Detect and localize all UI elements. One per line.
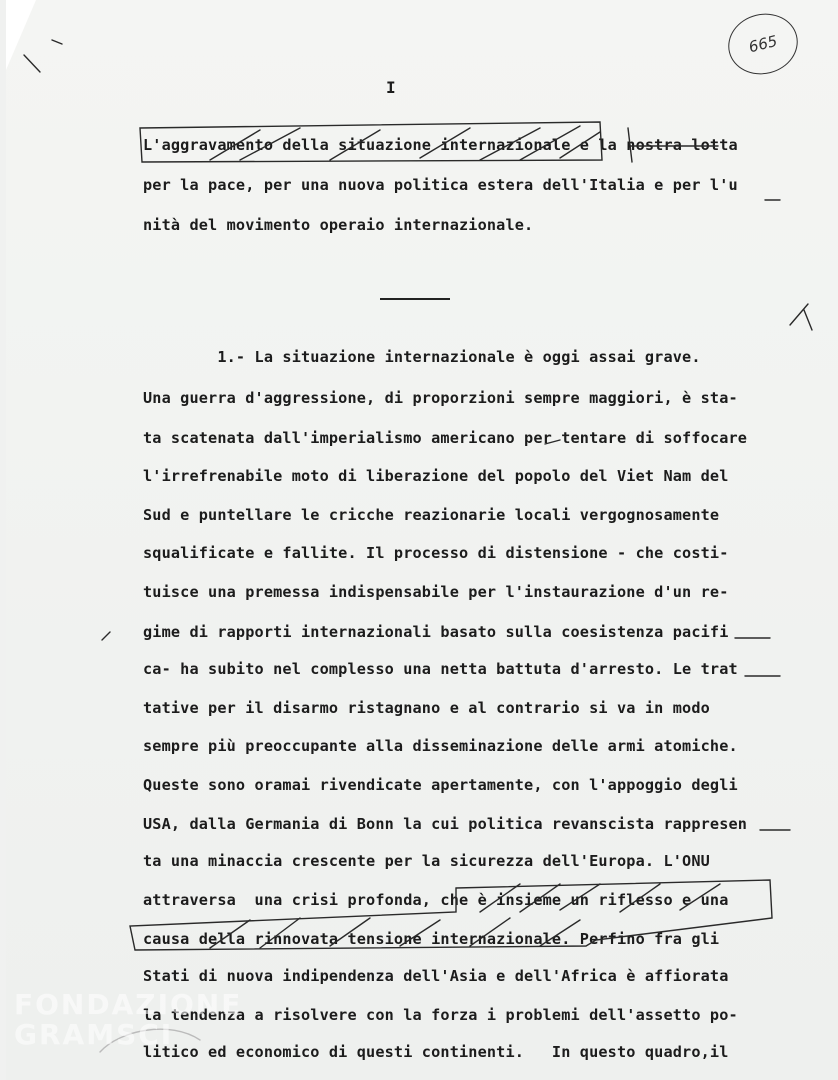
title-line-3: nità del movimento operaio internazionale.: [143, 216, 534, 234]
body-line: causa della rinnovata tensione internazionale. Perfino fra gli: [143, 930, 720, 948]
page-number-stamp: 665: [722, 6, 804, 81]
body-line: ca- ha subito nel complesso una netta battuta d'arresto. Le trat: [143, 660, 738, 678]
watermark-line-2: GRAMSCI: [14, 1018, 174, 1051]
document-page: [6, 0, 838, 1080]
body-line: l'irrefrenabile moto di liberazione del popolo del Viet Nam del: [143, 467, 729, 485]
section-numeral: I: [386, 78, 396, 97]
body-line: 1.- La situazione internazionale è oggi assai grave.: [143, 348, 701, 366]
body-line: ta scatenata dall'imperialismo americano per tentare di soffocare: [143, 429, 748, 447]
body-line: tuisce una premessa indispensabile per l'instaurazione d'un re-: [143, 583, 729, 601]
title-line-2: per la pace, per una nuova politica estera dell'Italia e per l'u: [143, 176, 738, 194]
section-divider: [380, 298, 450, 300]
body-line: attraversa una crisi profonda, che è insieme un riflesso e una: [143, 891, 729, 909]
body-line: gime di rapporti internazionali basato sulla coesistenza pacifi: [143, 623, 729, 641]
body-line: sempre più preoccupante alla disseminazione delle armi atomiche.: [143, 737, 738, 755]
watermark-line-1: FONDAZIONE: [14, 988, 243, 1021]
body-line: Stati di nuova indipendenza dell'Asia e dell'Africa è affiorata: [143, 967, 729, 985]
body-line: la tendenza a risolvere con la forza i problemi dell'assetto po-: [143, 1006, 738, 1024]
body-line: ta una minaccia crescente per la sicurezza dell'Europa. L'ONU: [143, 852, 710, 870]
body-line: Sud e puntellare le cricche reazionarie locali vergognosamente: [143, 506, 720, 524]
body-line: squalificate e fallite. Il processo di distensione - che costi-: [143, 544, 729, 562]
body-line: litico ed economico di questi continenti. In questo quadro,il: [143, 1043, 729, 1061]
page-corner-fold: [6, 0, 36, 70]
watermark: [14, 990, 242, 1050]
body-line: USA, dalla Germania di Bonn la cui politica revanscista rappresen: [143, 815, 748, 833]
body-line: tative per il disarmo ristagnano e al contrario si va in modo: [143, 699, 710, 717]
body-line: Una guerra d'aggressione, di proporzioni sempre maggiori, è sta-: [143, 389, 738, 407]
body-line: Queste sono oramai rivendicate apertamente, con l'appoggio degli: [143, 776, 738, 794]
title-line-1: L'aggravamento della situazione internazionale e la nostra lotta: [143, 136, 738, 154]
